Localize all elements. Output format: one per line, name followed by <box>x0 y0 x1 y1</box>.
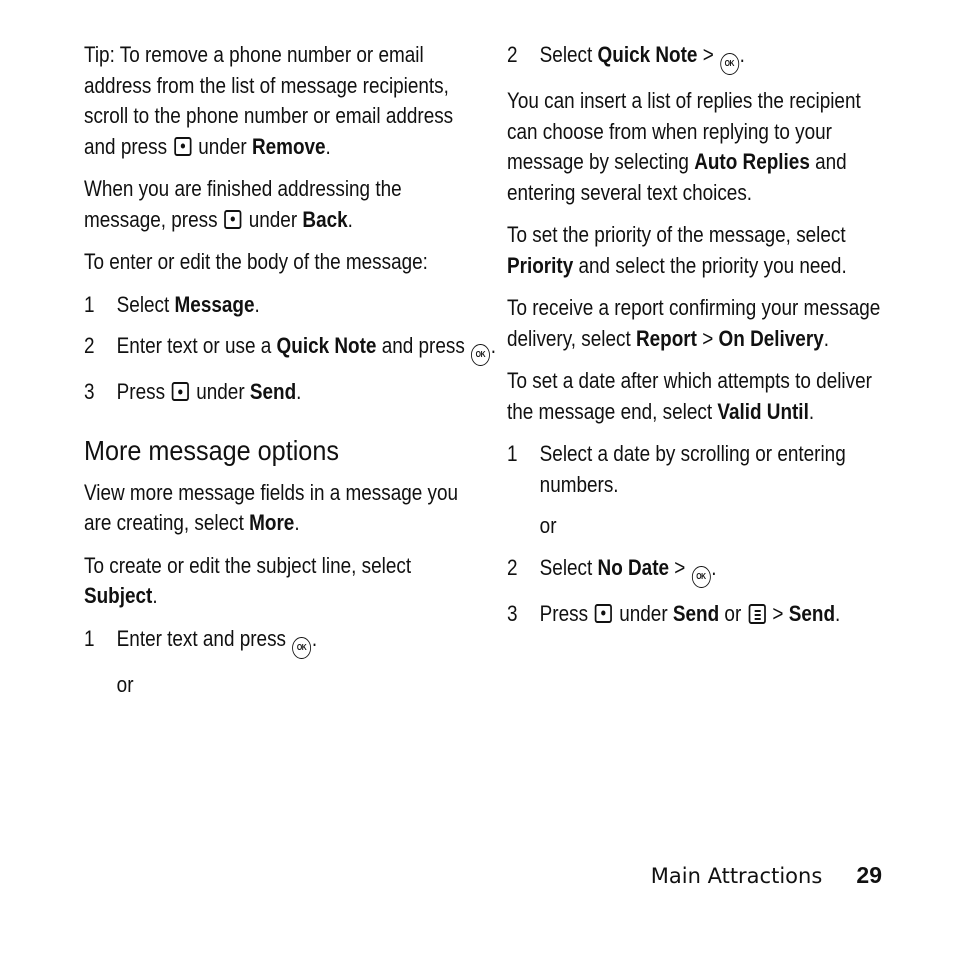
view-more-paragraph <box>84 478 475 539</box>
message-label: Message <box>174 291 255 317</box>
no-date-label: No Date <box>597 554 670 580</box>
step-text: Select a date by scrolling or entering numbers. <box>539 441 846 497</box>
view-more-text: View more message fields in a message you are creating, select <box>84 479 459 535</box>
period: . <box>254 291 260 317</box>
tip-under: under <box>198 133 247 159</box>
finish-under: under <box>248 206 298 232</box>
center-select-key-icon <box>595 604 612 623</box>
period: . <box>835 600 841 626</box>
or-text: or <box>116 671 134 697</box>
on-delivery-label: On Delivery <box>718 325 824 351</box>
subject-label: Subject <box>84 583 153 608</box>
step-number: 1 <box>84 625 95 651</box>
step-number: 1 <box>84 291 95 317</box>
finish-paragraph <box>84 174 475 235</box>
step-text: Press <box>539 600 589 626</box>
report-paragraph <box>507 293 893 354</box>
priority-label: Priority <box>507 252 574 278</box>
send-label: Send <box>249 379 297 404</box>
step-text: Press <box>116 379 166 404</box>
ok-key-icon: OK <box>720 53 739 75</box>
priority-paragraph <box>507 220 893 281</box>
separator: > <box>702 42 714 67</box>
ok-key-icon: OK <box>471 344 490 366</box>
send-label: Send <box>672 600 720 626</box>
auto-text-end: and entering several text choices. <box>507 149 847 205</box>
separator: > <box>674 554 686 580</box>
or-text: or <box>539 513 557 538</box>
left-column <box>84 40 496 711</box>
step-number: 1 <box>507 441 518 466</box>
page-footer <box>651 862 882 889</box>
step-text: Enter text or use a <box>116 333 272 358</box>
period: . <box>325 133 331 159</box>
remove-label: Remove <box>251 133 326 159</box>
auto-replies-paragraph <box>507 86 893 208</box>
valid-text: To set a date after which attempts to deliver the message end, select <box>507 368 872 424</box>
step-text: Select <box>539 42 593 67</box>
priority-text-end: and select the priority you need. <box>578 252 847 278</box>
step-number: 2 <box>507 42 518 67</box>
step-number: 3 <box>84 379 95 404</box>
quick-note-step-2 <box>507 40 925 75</box>
quick-note-label: Quick Note <box>597 42 698 67</box>
step-text: and press <box>381 333 465 358</box>
tip-paragraph <box>84 40 475 162</box>
subject-text: To create or edit the subject line, select <box>84 552 412 578</box>
send-label: Send <box>788 600 836 626</box>
ok-key-icon: OK <box>691 566 710 588</box>
date-step-1 <box>507 439 925 500</box>
page-number: 29 <box>856 862 882 888</box>
center-select-key-icon <box>174 137 191 156</box>
period: . <box>311 625 318 651</box>
right-column <box>507 40 887 640</box>
priority-text: To set the priority of the message, select <box>507 222 846 247</box>
separator: > <box>772 600 784 626</box>
center-select-key-icon <box>172 382 189 401</box>
finish-text: When you are finished addressing the message, press <box>84 176 402 232</box>
report-text: To receive a report confirming your message delivery, select <box>507 295 881 351</box>
back-label: Back <box>302 206 348 232</box>
period: . <box>296 379 302 404</box>
step-text: under <box>619 600 668 626</box>
date-step-2 <box>507 553 925 588</box>
step-text: Select <box>116 291 170 317</box>
auto-replies-label: Auto Replies <box>694 149 810 174</box>
subject-paragraph <box>84 551 475 612</box>
valid-until-label: Valid Until <box>717 398 809 424</box>
center-select-key-icon <box>225 210 242 229</box>
report-label: Report <box>636 325 697 351</box>
step-text: under <box>196 379 245 404</box>
section-name: Main Attractions <box>650 864 823 888</box>
valid-until-paragraph <box>507 366 893 427</box>
tip-text: Tip: To remove a phone number or email address from the list of message recipients, scroll to the phone number or email address and press <box>84 42 454 159</box>
step-text: Select <box>539 554 593 580</box>
period: . <box>347 206 353 232</box>
body-step-1 <box>84 290 507 321</box>
separator: > <box>702 325 714 351</box>
step-text: or <box>724 600 742 626</box>
period: . <box>294 510 300 535</box>
ok-key-icon: OK <box>292 637 311 659</box>
date-step-3 <box>507 599 925 630</box>
step-number: 2 <box>507 554 518 580</box>
body-intro: To enter or edit the body of the message: <box>84 249 428 274</box>
period: . <box>808 398 815 424</box>
step-number: 3 <box>507 600 518 626</box>
more-label: More <box>249 510 295 535</box>
period: . <box>490 333 496 358</box>
section-heading: More message options <box>84 434 339 466</box>
body-step-3 <box>84 377 507 408</box>
step-text: Enter text and press <box>116 625 287 651</box>
auto-text: You can insert a list of replies the recipient can choose from when replying to your message by selecting <box>507 88 861 174</box>
quick-note-label: Quick Note <box>276 333 377 358</box>
period: . <box>739 42 745 67</box>
step-number: 2 <box>84 333 95 358</box>
period: . <box>711 554 717 580</box>
period: . <box>823 325 829 351</box>
period: . <box>152 583 158 608</box>
body-step-2 <box>84 331 507 366</box>
menu-key-icon <box>748 604 765 624</box>
subject-step-1 <box>84 624 507 659</box>
